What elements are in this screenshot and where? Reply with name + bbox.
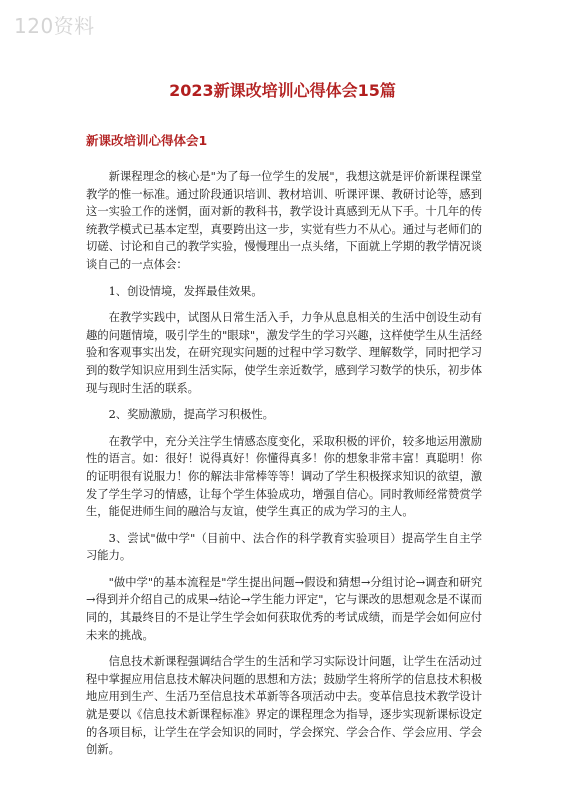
paragraph-intro: 新课程理念的核心是"为了每一位学生的发展"，我想这就是评价新课程课堂教学的惟一标准。通过阶段通识培训、教材培训、听课评课、教研讨论等，感到这一实验工作的迷惘，面对新的教科书，教学设计真感到无从下手。十几年的传统教学模式已基本定型，真要跨出这一步，实觉有些力不从心。通过与老师们的切磋、讨论和自己的教学实验，慢慢理出一点头绪，下面就上学期的教学情况谈谈自己的一点体会： — [86, 170, 482, 271]
point-heading-1: 1、创设情境，发挥最佳效果。 — [108, 284, 263, 298]
section-heading: 新课改培训心得体会1 — [86, 133, 208, 148]
point-heading-3: 3、尝试"做中学"（目前中、法合作的科学教育实验项目）提高学生自主学习能力。 — [86, 531, 482, 563]
document-title: 2023新课改培训心得体会15篇 — [169, 81, 396, 100]
paragraph-point-3: "做中学"的基本流程是"学生提出问题→假设和猜想→分组讨论→调查和研究→得到并介绍自己的成果→结论→学生能力评定"，它与课改的思想观念是不谋而同的，其最终目的不是让学生学会如何获取优秀的考试成绩，而是学会如何应付未来的挑战。 — [86, 575, 482, 642]
paragraph-info-tech: 信息技术新课程强调结合学生的生活和学习实际设计问题，让学生在活动过程中掌握应用信息技术解决问题的思想和方法；鼓励学生将所学的信息技术积极地应用到生产、生活乃至信息技术革新等各项活动中去。变革信息技术教学设计就是要以《信息技术新课程标准》界定的课程理念为指导，逐步实现新课标设定的各项目标，让学生在学会知识的同时，学会探究、学会合作、学会应用、学会创新。 — [86, 655, 482, 757]
document-body — [86, 168, 482, 768]
watermark-logo: 120资料 — [14, 14, 95, 38]
point-heading-2: 2、奖励激励，提高学习积极性。 — [108, 408, 274, 422]
paragraph-point-1: 在教学实践中，试图从日常生活入手，力争从息息相关的生活中创设生动有趣的问题情境，吸引学生的"眼球"，激发学生的学习兴趣，这样使学生从生活经验和客观事实出发，在研究现实问题的过程中学习数学、理解数学，同时把学习到的数学知识应用到生活实际，使学生亲近数学，感到学习数学的快乐，初步体现与现时生活的联系。 — [86, 311, 482, 395]
paragraph-point-2: 在教学中，充分关注学生情感态度变化，采取积极的评价，较多地运用激励性的语言。如：很好！说得真好！你懂得真多！你的想象非常丰富！真聪明！你的证明很有说服力！你的解法非常棒等等！调动了学生积极探求知识的欲望，激发了学生学习的情感，让每个学生体验成功，增强自信心。同时教师经常赞赏学生，能促进师生间的融洽与友谊，使学生真正的成为学习的主人。 — [86, 434, 482, 519]
